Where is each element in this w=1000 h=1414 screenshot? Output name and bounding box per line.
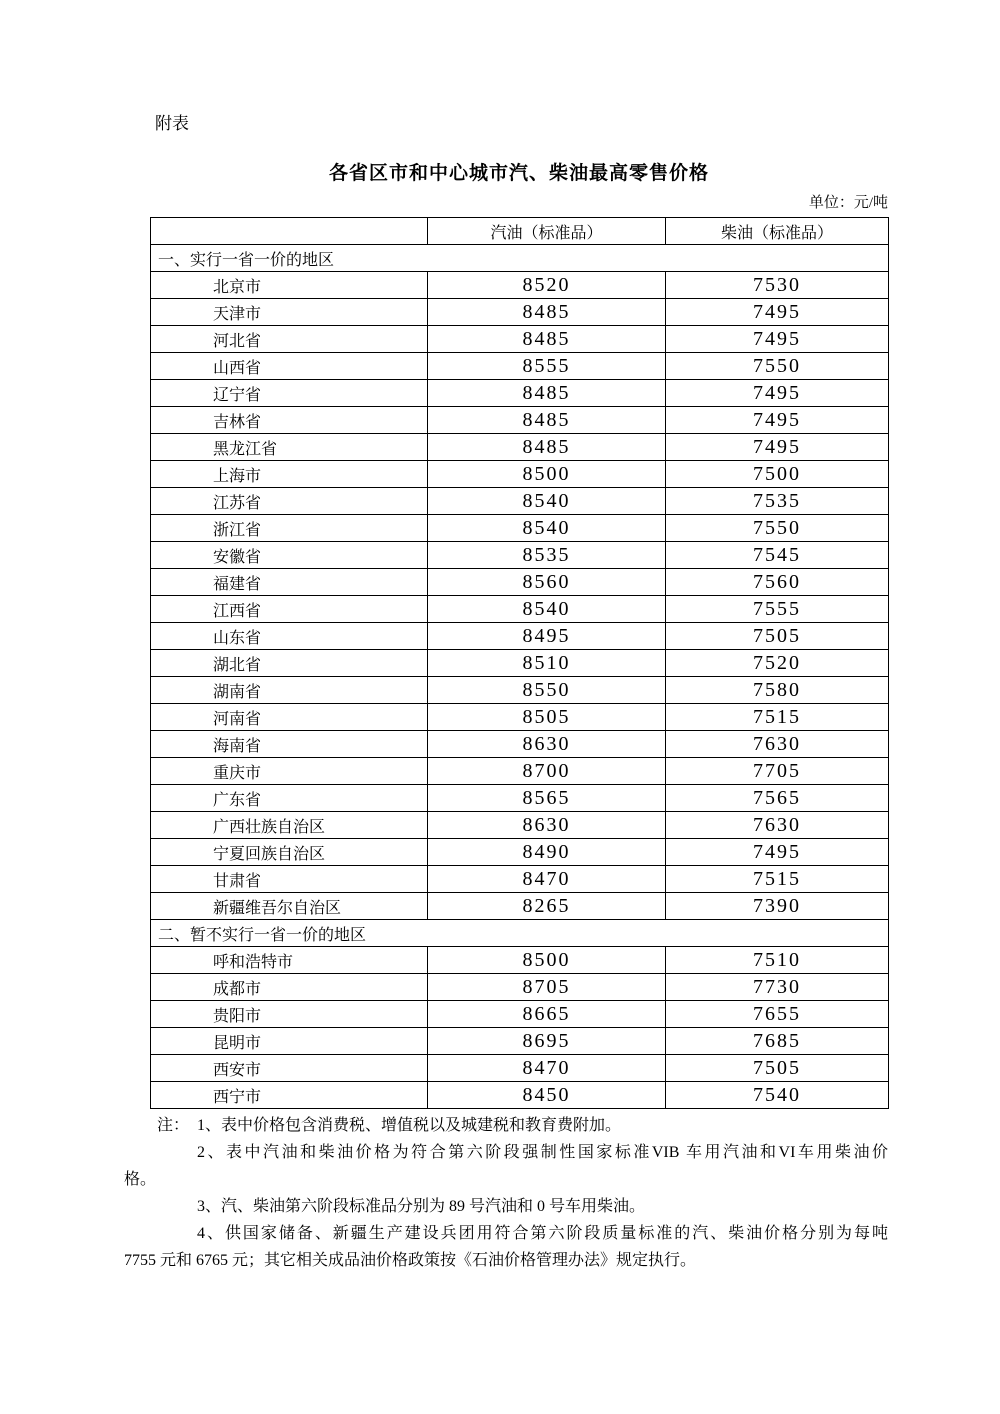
gasoline-price: 8700: [428, 758, 666, 785]
diesel-price: 7685: [666, 1028, 889, 1055]
region-name: 辽宁省: [151, 380, 428, 407]
diesel-price: 7550: [666, 353, 889, 380]
region-name: 海南省: [151, 731, 428, 758]
diesel-price: 7705: [666, 758, 889, 785]
table-row: [151, 569, 889, 596]
diesel-price: 7730: [666, 974, 889, 1001]
gasoline-price: 8630: [428, 731, 666, 758]
region-name: 天津市: [151, 299, 428, 326]
table-header-row: [151, 218, 889, 245]
table-row: [151, 596, 889, 623]
gasoline-price: 8470: [428, 1055, 666, 1082]
region-name: 北京市: [151, 272, 428, 299]
diesel-price: 7500: [666, 461, 889, 488]
table-row: [151, 1055, 889, 1082]
table-row: [151, 326, 889, 353]
gasoline-price: 8560: [428, 569, 666, 596]
section-heading-row: [151, 245, 889, 272]
region-name: 广东省: [151, 785, 428, 812]
price-table-body: [151, 245, 889, 1109]
region-name: 江西省: [151, 596, 428, 623]
table-row: [151, 758, 889, 785]
gasoline-price: 8490: [428, 839, 666, 866]
gasoline-price: 8535: [428, 542, 666, 569]
table-row: [151, 542, 889, 569]
region-name: 山东省: [151, 623, 428, 650]
region-name: 浙江省: [151, 515, 428, 542]
diesel-price: 7390: [666, 893, 889, 920]
diesel-price: 7510: [666, 947, 889, 974]
diesel-price: 7505: [666, 623, 889, 650]
diesel-price: 7515: [666, 866, 889, 893]
gasoline-price: 8555: [428, 353, 666, 380]
region-name: 吉林省: [151, 407, 428, 434]
region-name: 福建省: [151, 569, 428, 596]
note-line: 2、表中汽油和柴油价格为符合第六阶段强制性国家标准VIB 车用汽油和VI车用柴油价: [197, 1144, 888, 1161]
table-row: [151, 650, 889, 677]
diesel-price: 7655: [666, 1001, 889, 1028]
region-name: 河南省: [151, 704, 428, 731]
note-line: 3、汽、柴油第六阶段标准品分别为 89 号汽油和 0 号车用柴油。: [197, 1198, 646, 1215]
section-heading: 二、暂不实行一省一价的地区: [151, 920, 889, 947]
gasoline-price: 8485: [428, 299, 666, 326]
unit-label: 单位：元/吨: [808, 195, 888, 211]
diesel-price: 7515: [666, 704, 889, 731]
table-row: [151, 407, 889, 434]
table-row: [151, 299, 889, 326]
diesel-price: 7630: [666, 731, 889, 758]
diesel-price: 7495: [666, 434, 889, 461]
region-name: 上海市: [151, 461, 428, 488]
gasoline-price: 8265: [428, 893, 666, 920]
table-row: [151, 272, 889, 299]
diesel-price: 7495: [666, 839, 889, 866]
note-line: 7755 元和 6765 元；其它相关成品油价格政策按《石油价格管理办法》规定执行。: [124, 1252, 697, 1269]
section-heading-row: [151, 920, 889, 947]
region-name: 黑龙江省: [151, 434, 428, 461]
gasoline-price: 8500: [428, 461, 666, 488]
gasoline-price: 8485: [428, 380, 666, 407]
gasoline-price: 8485: [428, 407, 666, 434]
gasoline-price: 8470: [428, 866, 666, 893]
region-name: 新疆维吾尔自治区: [151, 893, 428, 920]
gasoline-price: 8665: [428, 1001, 666, 1028]
table-row: [151, 1028, 889, 1055]
table-row: [151, 704, 889, 731]
region-name: 昆明市: [151, 1028, 428, 1055]
region-name: 西安市: [151, 1055, 428, 1082]
gasoline-price: 8695: [428, 1028, 666, 1055]
gasoline-price: 8630: [428, 812, 666, 839]
region-name: 成都市: [151, 974, 428, 1001]
table-row: [151, 866, 889, 893]
gasoline-price: 8550: [428, 677, 666, 704]
gasoline-price: 8495: [428, 623, 666, 650]
diesel-price: 7560: [666, 569, 889, 596]
gasoline-price: 8520: [428, 272, 666, 299]
table-row: [151, 893, 889, 920]
notes: [124, 1112, 888, 1274]
diesel-price: 7520: [666, 650, 889, 677]
region-name: 西宁市: [151, 1082, 428, 1109]
region-name: 安徽省: [151, 542, 428, 569]
table-row: [151, 353, 889, 380]
diesel-price: 7565: [666, 785, 889, 812]
table-row: [151, 1001, 889, 1028]
region-name: 湖南省: [151, 677, 428, 704]
table-row: [151, 812, 889, 839]
diesel-price: 7495: [666, 299, 889, 326]
table-row: [151, 731, 889, 758]
region-name: 重庆市: [151, 758, 428, 785]
table-row: [151, 623, 889, 650]
column-header-region: [151, 218, 428, 245]
diesel-price: 7550: [666, 515, 889, 542]
region-name: 呼和浩特市: [151, 947, 428, 974]
table-row: [151, 488, 889, 515]
table-row: [151, 515, 889, 542]
price-table: [150, 217, 889, 1109]
diesel-price: 7530: [666, 272, 889, 299]
section-heading: 一、实行一省一价的地区: [151, 245, 889, 272]
diesel-price: 7535: [666, 488, 889, 515]
region-name: 山西省: [151, 353, 428, 380]
diesel-price: 7630: [666, 812, 889, 839]
diesel-price: 7505: [666, 1055, 889, 1082]
diesel-price: 7545: [666, 542, 889, 569]
gasoline-price: 8565: [428, 785, 666, 812]
diesel-price: 7540: [666, 1082, 889, 1109]
gasoline-price: 8540: [428, 515, 666, 542]
gasoline-price: 8485: [428, 326, 666, 353]
gasoline-price: 8485: [428, 434, 666, 461]
gasoline-price: 8540: [428, 488, 666, 515]
table-row: [151, 974, 889, 1001]
table-row: [151, 839, 889, 866]
gasoline-price: 8500: [428, 947, 666, 974]
notes-label: 注：: [157, 1117, 190, 1134]
diesel-price: 7580: [666, 677, 889, 704]
gasoline-price: 8505: [428, 704, 666, 731]
gasoline-price: 8510: [428, 650, 666, 677]
table-row: [151, 1082, 889, 1109]
region-name: 河北省: [151, 326, 428, 353]
table-row: [151, 434, 889, 461]
region-name: 湖北省: [151, 650, 428, 677]
table-row: [151, 461, 889, 488]
region-name: 江苏省: [151, 488, 428, 515]
column-header-diesel: 柴油（标准品）: [666, 218, 889, 245]
column-header-gasoline: 汽油（标准品）: [428, 218, 666, 245]
note-line: 4、供国家储备、新疆生产建设兵团用符合第六阶段质量标准的汽、柴油价格分别为每吨: [197, 1225, 888, 1242]
table-row: [151, 785, 889, 812]
table-row: [151, 677, 889, 704]
region-name: 宁夏回族自治区: [151, 839, 428, 866]
gasoline-price: 8450: [428, 1082, 666, 1109]
gasoline-price: 8540: [428, 596, 666, 623]
note-line: 1、表中价格包含消费税、增值税以及城建税和教育费附加。: [197, 1117, 622, 1134]
diesel-price: 7495: [666, 380, 889, 407]
table-row: [151, 947, 889, 974]
page-title: 各省区市和中心城市汽、柴油最高零售价格: [328, 163, 709, 184]
diesel-price: 7555: [666, 596, 889, 623]
diesel-price: 7495: [666, 407, 889, 434]
gasoline-price: 8705: [428, 974, 666, 1001]
table-row: [151, 380, 889, 407]
note-line: 格。: [124, 1171, 157, 1188]
doc-tag: 附表: [155, 114, 189, 133]
region-name: 贵阳市: [151, 1001, 428, 1028]
region-name: 甘肃省: [151, 866, 428, 893]
region-name: 广西壮族自治区: [151, 812, 428, 839]
diesel-price: 7495: [666, 326, 889, 353]
